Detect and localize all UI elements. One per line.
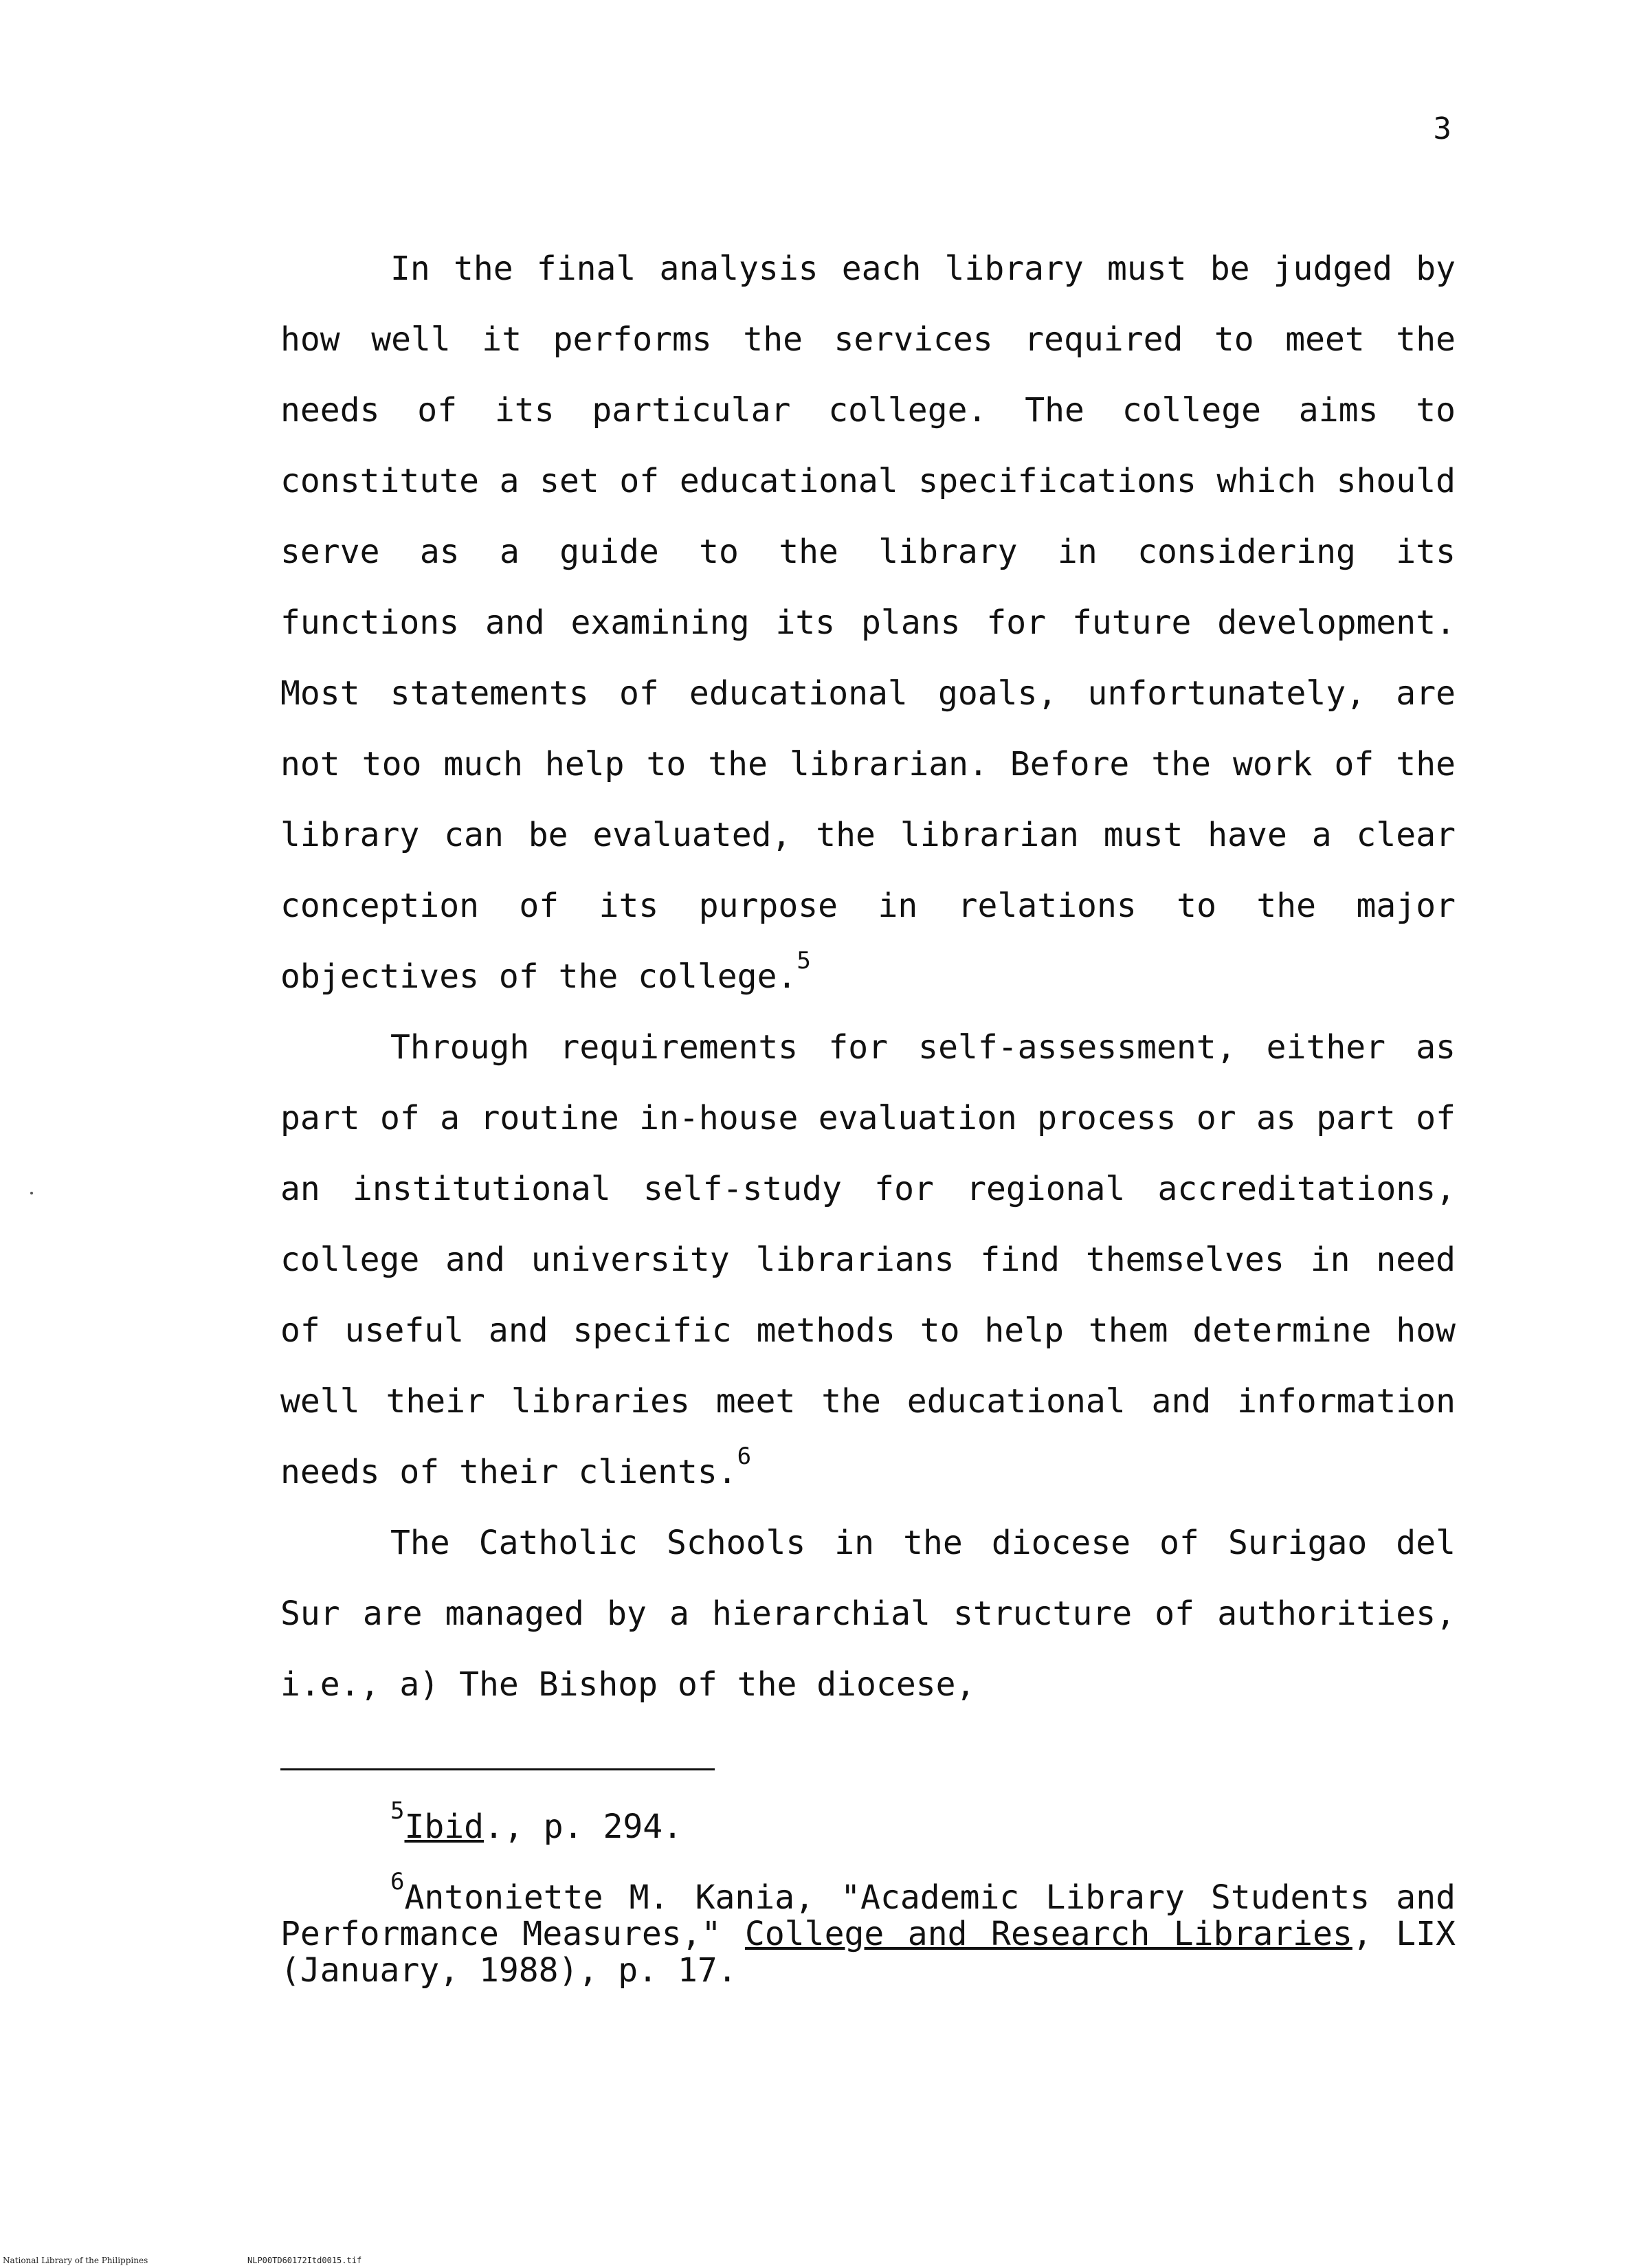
footnote-5-rest: ., p. 294. [484, 1808, 683, 1846]
footnote-5 [280, 1797, 1456, 1846]
footnote-ref-6: 6 [737, 1443, 752, 1470]
paragraph-1 [280, 234, 1456, 1012]
paragraph-3-text: The Catholic Schools in the diocese of Surigao del Sur are managed by a hierarchial structure of authorities, i.e., a) The Bishop of the diocese, [280, 1524, 1456, 1704]
paragraph-2 [280, 1012, 1456, 1508]
archive-stamp-right: NLP00TD60172Itd0015.tif [247, 2256, 362, 2265]
footnote-6-rest: , LIX (January, 1988), p. 17. [280, 1915, 1456, 1990]
paragraph-1-text: In the final analysis each library must be judged by how well it performs the services required to meet the needs of its particular college. The college aims to constitute a set of educational specifications which should serve as a guide to the library in considering its functions and examining its plans for future development. Most statements of educational goals, unfortunately, are not too much help to the librarian. Before the work of the library can be evaluated, the librarian must have a clear conception of its purpose in relations to the major objectives of the college. [280, 249, 1456, 996]
footnote-6-mark: 6 [390, 1868, 405, 1895]
page-number: 3 [1433, 111, 1451, 146]
scan-speck [30, 1192, 33, 1194]
paragraph-2-text: Through requirements for self-assessment, either as part of a routine in-house evaluation process or as part of an institutional self-study for regional accreditations, college and university librarians find themselves in need of useful and specific methods to help them determine how well their libraries meet the educational and information needs of their clients. [280, 1028, 1456, 1491]
footnote-5-source: Ibid [404, 1808, 485, 1846]
footnote-ref-5: 5 [797, 947, 811, 975]
footnote-6-source: College and Research Libraries [744, 1915, 1352, 1953]
footnote-6-lead: Antoniette M. Kania, "Academic Library Students and Performance Measures," [280, 1878, 1456, 1953]
archive-stamp-left: National Library of the Philippines [3, 2256, 148, 2265]
paragraph-3 [280, 1508, 1456, 1720]
footnote-6 [280, 1868, 1456, 1990]
footnote-5-mark: 5 [390, 1797, 405, 1825]
footnote-divider [280, 1768, 715, 1770]
body-text [280, 234, 1456, 1720]
